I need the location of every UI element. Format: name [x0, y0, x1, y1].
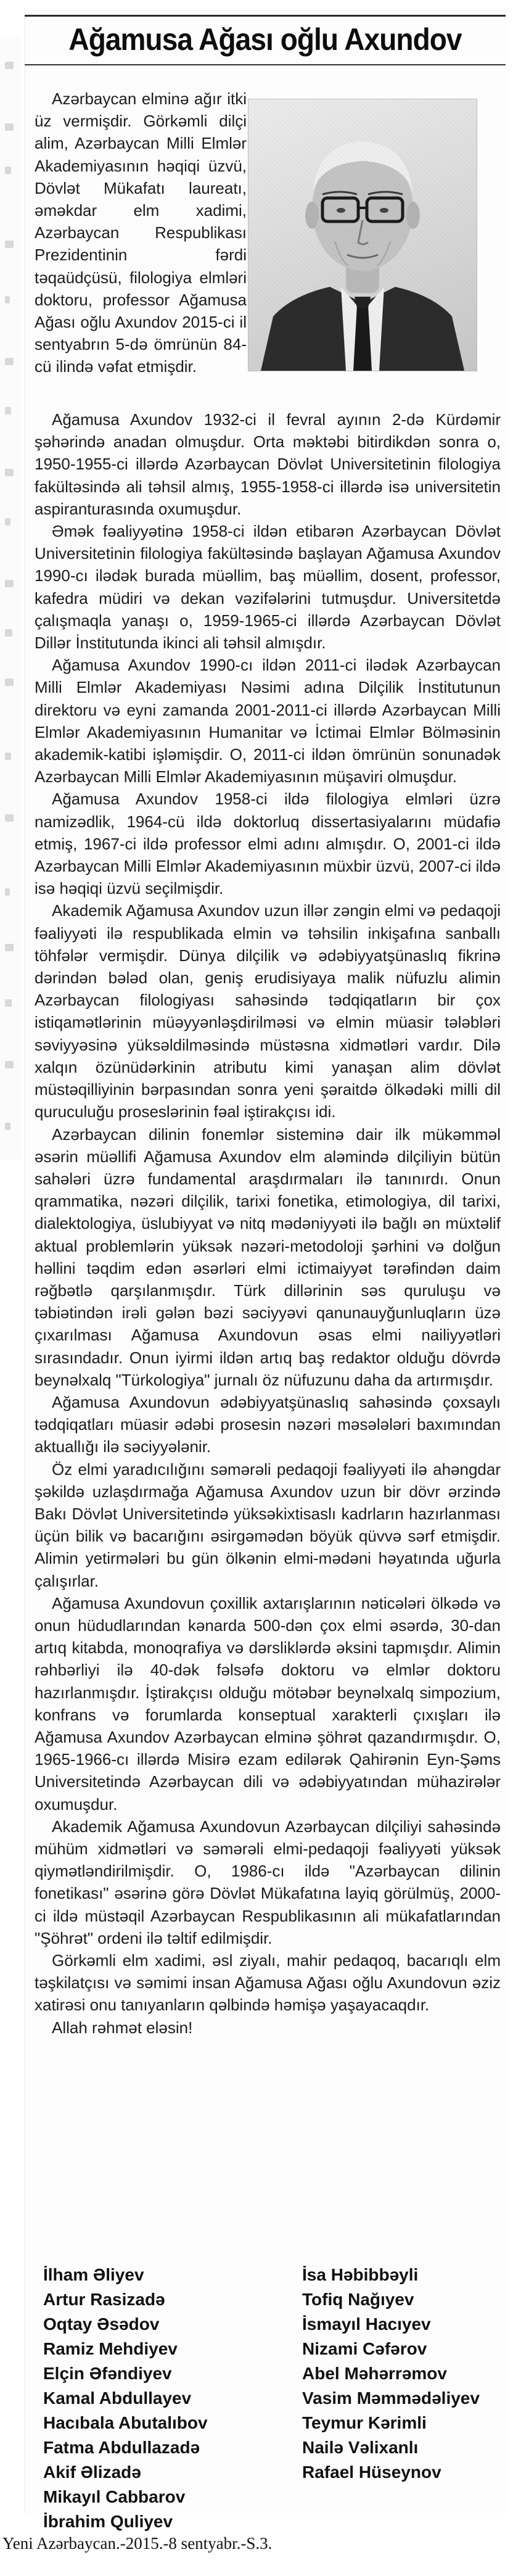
- signatory-name: Rafael Hüseynov: [302, 2462, 441, 2482]
- paragraph-memory: Görkəmli elm xadimi, əsl ziyalı, mahir pedaqoq, bacarıqlı elm təşkilatçısı və səmimi insan Ağamusa Ağası oğlu Axundovun əziz xatirəsi onu tanıyanların qəlbində həmişə yaşayacaqdır.: [35, 1951, 501, 2015]
- paragraph-awards: Akademik Ağamusa Axundovun Azərbaycan dilçiliyi sahəsində mühüm xidmətləri və səmərəli elmi-pedaqoji fəaliyyəti yüksək qiymətləndirilmişdir. O, 1986-cı ildə "Azərbaycan dilinin fonetikası" əsərinə görə Dövlət Mükafatına layiq görülmüş, 2000-ci ildə müstəqil Azərbaycan Respublikasının ali mükafatlarından "Şöhrət" ordeni ilə təltif edilmişdir.: [35, 1817, 501, 1947]
- article-body: [35, 88, 501, 2039]
- paragraph-degrees: Ağamusa Axundov 1958-ci ildə filologiya elmləri üzrə namizədlik, 1964-cü ildə doktorluq dissertasiyalarını müdafiə etmiş, 1967-ci ildə professor elmi adını almışdır. O, 2001-ci ildə Azərbaycan Milli Elmlər Akademiyasının müxbir üzvü, 2007-ci ildə isə həqiqi üzvü seçilmişdir.: [35, 790, 501, 898]
- signatories-left-column: [43, 2263, 302, 2534]
- article-title: Ağamusa Ağası oğlu Axundov: [68, 22, 462, 57]
- signatory-name: Abel Məhərrəmov: [302, 2364, 447, 2383]
- paragraph-biography: Ağamusa Axundov 1932-ci il fevral ayının 2-də Kürdəmir şəhərində anadan olmuşdur. Orta məktəbi bitirdikdən sonra o, 1950-1955-ci illərdə Azərbaycan Dövlət Universitetinin filologiya fakültəsində ali təhsil almış, 1955-1958-ci illərdə isə universitetin aspiranturasında oxumuşdur.: [35, 410, 501, 518]
- signatory-name: Ramiz Mehdiyev: [43, 2339, 178, 2358]
- signatory-name: Fatma Abdullazadə: [43, 2438, 200, 2457]
- signatory-name: İbrahim Quliyev: [43, 2512, 173, 2531]
- signatory-name: İlham Əliyev: [43, 2265, 144, 2284]
- signatory-name: İsmayıl Hacıyev: [302, 2314, 431, 2334]
- signatory-name: Oqtay Əsədov: [43, 2314, 160, 2334]
- signatory-name: Hacıbala Abutalıbov: [43, 2413, 208, 2432]
- signatory-name: Nailə Vəlixanlı: [302, 2438, 419, 2457]
- top-rule: [25, 15, 506, 17]
- signatories-right-column: [302, 2263, 499, 2534]
- signatory-name: Kamal Abdullayev: [43, 2388, 192, 2408]
- signatory-name: Akif Əlizadə: [43, 2462, 141, 2482]
- signatory-name: Vasim Məmmədəliyev: [302, 2388, 480, 2408]
- paragraph-institute-director: Ağamusa Axundov 1990-cı ildən 2011-ci ilədək Azərbaycan Milli Elmlər Akademiyası Nəsimi adına Dilçilik İnstitutunun direktoru və eyni zamanda 2001-2011-ci illərdə Azərbaycan Milli Elmlər Akademiyasının Humanitar və İctimai Elmlər Bölməsinin akademik-katibi işləmişdir. O, 2011-ci ildən ömrünün sonunadək Azərbaycan Milli Elmlər Akademiyasının müşaviri olmuşdur.: [35, 656, 501, 786]
- signatory-name: Elçin Əfəndiyev: [43, 2364, 172, 2383]
- paragraph-pedagogy: Öz elmi yaradıcılığını səmərəli pedaqoji fəaliyyəti ilə ahəngdar şəkildə uzlaşdırmağa Ağamusa Axundov uzun bir dövr ərzində Bakı Dövlət Universitetində yüksəkixtisaslı kadrların hazırlanması üçün bilik və bacarığını əsirgəmədən böyük qüvvə sərf etmişdir. Alimin yetirmələri bu gün ölkənin elmi-mədəni həyatında uğurla çalışırlar.: [35, 1459, 501, 1590]
- signatory-name: Mikayıl Cabbarov: [43, 2487, 186, 2506]
- paragraph-university-career: Əmək fəaliyyətinə 1958-ci ildən etibarən Azərbaycan Dövlət Universitetinin filologiya fakültəsində başlayan Ağamusa Axundov 1990-cı ilədək burada müəllim, baş müəllim, dosent, professor, kafedra müdiri və dekan vəzifələrini tutmuşdur. Universitetdə çalışmaqla yanaşı o, 1959-1965-ci illərdə Azərbaycan Dövlət Dillər İnstitutunda ikinci ali təhsil almışdır.: [35, 522, 501, 653]
- title-rule: [25, 64, 506, 65]
- signatory-name: Artur Rasizadə: [43, 2290, 165, 2309]
- paragraph-scientific-contribution: Akademik Ağamusa Axundov uzun illər zəngin elmi və pedaqoji fəaliyyəti ilə respublikada elmin və təhsilin inkişafına sanballı töhfələr vermişdir. Dünya dilçilik və ədəbiyyatşünaslıq fikrinə dərindən bələd olan, geniş erudisiyaya malik nüfuzlu alimin Azərbaycan filologiyası sahəsində tədqiqatların bir çox istiqamətlərinin müəyyənləşdirilməsi və elmin müasir tələbləri səviyyəsinə yüksəldilməsində müstəsna xidmətləri vardır. Dilə xalqın özünüdərkinin atributu kimi yanaşan alim dövlət müstəqilliyinin bərpasından sonra yeni şəraitdə ölkədəki milli dil quruculuğu proseslərinin fəal iştirakçısı idi.: [35, 901, 501, 1121]
- signatory-name: Nizami Cəfərov: [302, 2339, 427, 2358]
- signatory-name: Teymur Kərimli: [302, 2413, 427, 2432]
- lead-paragraph: Azərbaycan elminə ağır itki üz vermişdir. Görkəmli dilçi alim, Azərbaycan Milli Elmlər Akademiyasının həqiqi üzvü, Dövlət Mükafatı laureatı, əməkdar elm xadimi, Azərbaycan Respublikası Prezidentinin fərdi təqaüdçüsü, filologiya elmləri doktoru, professor Ağamusa Ağası oğlu Axundov 2015-ci il sentyabrın 5-də ömrünün 84-cü ilində vəfat etmişdir.: [35, 89, 247, 376]
- paragraph-publications: Ağamusa Axundovun çoxillik axtarışlarının nəticələri ölkədə və onun hüdudlarından kənarda 500-dən çox elmi əsərdə, 30-dan artıq kitabda, monoqrafiya və dərsliklərdə əksini tapmışdır. Alimin rəhbərliyi ilə 40-dək fəlsəfə doktoru və elmlər doktoru hazırlanmışdır. İştirakçısı olduğu mötəbər beynəlxalq simpozium, konfrans və forumlarda konseptual xarakterli çıxışları ilə Ağamusa Axundov Azərbaycan elminə şöhrət qazandırmışdır. O, 1965-1966-cı illərdə Misirə ezam edilərək Qahirənin Eyn-Şəms Universitetində Azərbaycan dili və ədəbiyyatından mühazirələr oxumuşdur.: [35, 1593, 501, 1814]
- signatories: [43, 2263, 499, 2534]
- signatory-name: İsa Həbibbəyli: [302, 2265, 419, 2284]
- source-citation: Yeni Azərbaycan.-2015.-8 sentyabr.-S.3.: [2, 2534, 273, 2553]
- neighbouring-column-ghost-text: [0, 37, 21, 1160]
- paragraph-linguistics-works: Azərbaycan dilinin fonemlər sisteminə dair ilk mükəmməl əsərin müəllifi Ağamusa Axundov elm aləmində dilçiliyin bütün sahələri üzrə fundamental araşdırmaları ilə tanınırdı. Onun qrammatika, nəzəri dilçilik, tarixi fonetika, etimologiya, dil tarixi, dialektologiya, üslubiyyat və nitq mədəniyyəti ilə bağlı ən müxtəlif aktual problemlərin yüksək nəzəri-metodoloji şərhini və dolğun həllini təqdim edən əsərləri elmi ictimaiyyət tərəfindən daim rəğbətlə qarşılanmışdır. Türk dillərinin səs quruluşu və təbiətindən irəli gələn bəzi səciyyəvi qanunauyğunluqların üzə çıxarılması Ağamusa Axundovun əsas elmi nailiyyətləri sırasındadır. Onun iyirmi ildən artıq baş redaktor olduğu dövrdə beynəlxalq "Türkologiya" jurnalı öz nüfuzunu daha da artırmışdır.: [35, 1125, 501, 1389]
- farewell-line: Allah rəhmət eləsin!: [52, 2018, 193, 2037]
- signatory-name: Tofiq Nağıyev: [302, 2290, 414, 2309]
- paragraph-literary-studies: Ağamusa Axundovun ədəbiyyatşünaslıq sahəsində çoxsaylı tədqiqatları müasir ədəbi prosesin nəzəri məsələləri baxımından aktuallığı ilə səciyyələnir.: [35, 1392, 501, 1456]
